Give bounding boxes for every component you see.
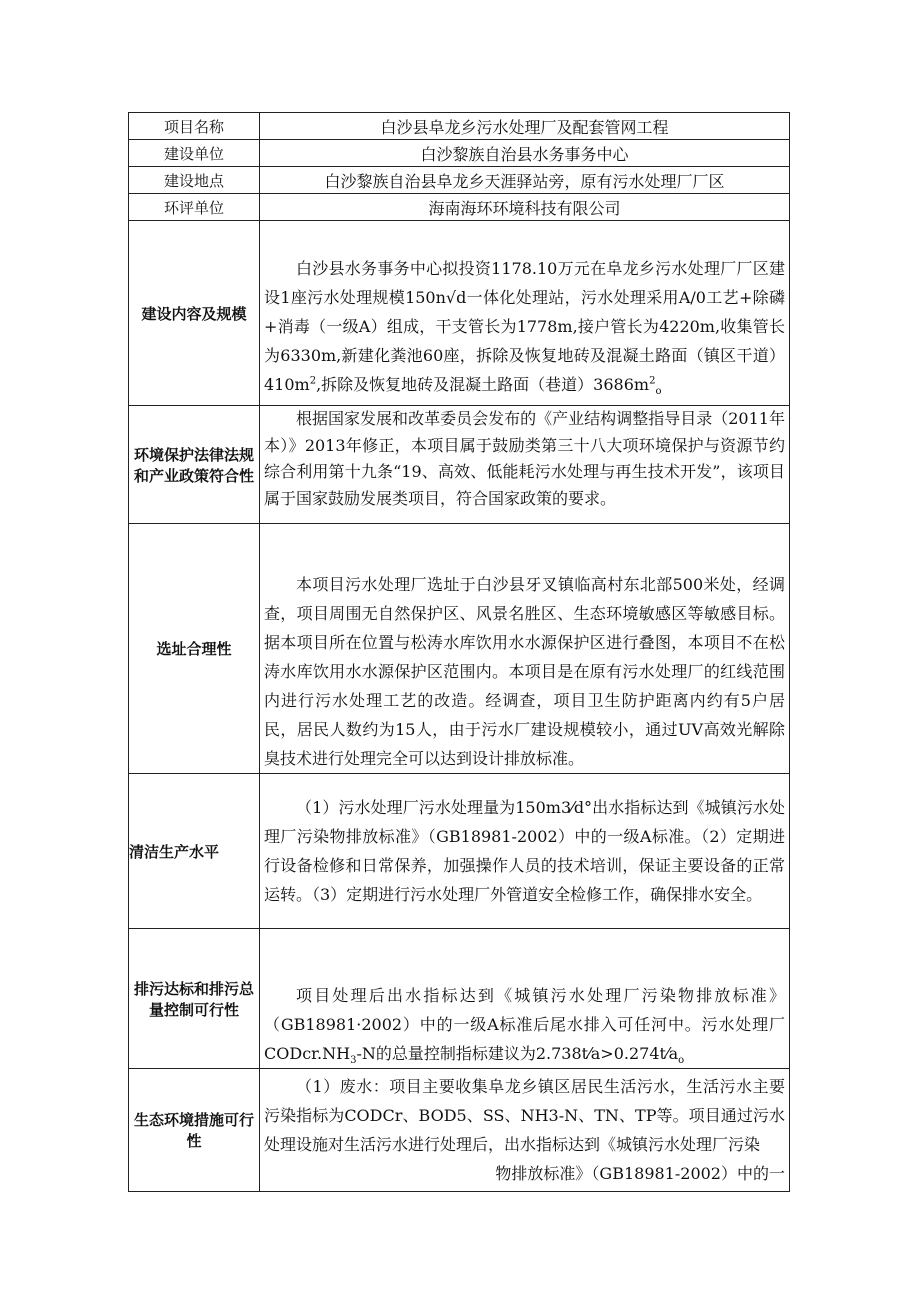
discharge-paragraph: 项目处理后出水指标达到《城镇污水处理厂污染物排放标准》（GB18981·2002）中的一级A标准后尾水排入可任河中。污水处理厂$CODcr.NH_3-N$的总量控制指标建议为$2.738t⁄a>0.274t⁄a_o$ bbox=[264, 986, 785, 1067]
label-project-name: 项目名称 bbox=[129, 113, 260, 140]
policy-paragraph: 根据国家发展和改革委员会发布的《产业结构调整指导目录（2011年本）》2013年修正，本项目属于鼓励类第三十八大项环境保护与资源节约综合利用第十九条“19、高效、低能耗污水处理与再生技术开发”，该项目属于国家鼓励发展类项目，符合国家政策的要求。 bbox=[264, 409, 785, 508]
row-site bbox=[129, 524, 790, 774]
row-clean bbox=[129, 774, 790, 929]
label-builder: 建设单位 bbox=[129, 140, 260, 167]
label-eia-unit: 环评单位 bbox=[129, 194, 260, 221]
row-eco bbox=[129, 1069, 790, 1192]
clean-paragraph: （1）污水处理厂污水处理量为150m3⁄d°出水指标达到《城镇污水处理厂污染物排放标准》（GB18981-2002）中的一级A标准。（2）定期进行设备检修和日常保养，加强操作人员的技术培训，保证主要设备的正常运转。（3）定期进行污水处理厂外管道安全检修工作，确保排水安全。 bbox=[264, 798, 785, 904]
eia-summary-table bbox=[128, 112, 790, 1192]
value-project-name: 白沙县阜龙乡污水处理厂及配套管网工程 bbox=[260, 113, 790, 140]
eco-paragraph-tail: 物排放标准》（GB18981-2002）中的一 bbox=[495, 1164, 785, 1183]
row-location bbox=[129, 167, 790, 194]
label-scope: 建设内容及规模 bbox=[129, 221, 260, 406]
value-eco bbox=[260, 1069, 790, 1192]
row-policy bbox=[129, 406, 790, 524]
label-location: 建设地点 bbox=[129, 167, 260, 194]
row-project-name bbox=[129, 113, 790, 140]
scope-paragraph: 白沙县水务事务中心拟投资1178.10万元在阜龙乡污水处理厂厂区建设1座污水处理规模150n√d一体化处理站，污水处理采用A/0工艺+除磷+消毒（一级A）组成，干支管长为1778m,接户管长为4220m,收集管长为6330m,新建化粪池60座，拆除及恢复地砖及混凝土路面（镇区干道）$410m^2$,拆除及恢复地砖及混凝土路面（巷道）$3686m^2_o$ bbox=[264, 258, 785, 397]
label-policy: 环境保护法律法规和产业政策符合性 bbox=[129, 406, 260, 524]
value-builder: 白沙黎族自治县水务事务中心 bbox=[260, 140, 790, 167]
row-scope bbox=[129, 221, 790, 406]
row-builder bbox=[129, 140, 790, 167]
eco-paragraph: （1）废水：项目主要收集阜龙乡镇区居民生活污水，生活污水主要污染指标为CODCr、BOD5、SS、NH3-N、TN、TP等。项目通过污水处理设施对生活污水进行处理后，出水指标达到《城镇污水处理厂污染 bbox=[264, 1077, 785, 1154]
label-site: 选址合理性 bbox=[129, 524, 260, 774]
value-clean bbox=[260, 774, 790, 929]
row-eia-unit bbox=[129, 194, 790, 221]
value-location: 白沙黎族自治县阜龙乡天涯驿站旁，原有污水处理厂厂区 bbox=[260, 167, 790, 194]
site-paragraph: 本项目污水处理厂选址于白沙县牙叉镇临高村东北部500米处，经调查，项目周围无自然保护区、风景名胜区、生态环境敏感区等敏感目标。据本项目所在位置与松涛水库饮用水水源保护区进行叠图，本项目不在松涛水库饮用水水源保护区范围内。本项目是在原有污水处理厂的红线范围内进行污水处理工艺的改造。经调查，项目卫生防护距离内约有5户居民，居民人数约为15人，由于污水厂建设规模较小，通过UV高效光解除臭技术进行处理完全可以达到设计排放标准。 bbox=[264, 575, 785, 768]
label-clean: 清洁生产水平 bbox=[129, 774, 260, 929]
value-eia-unit: 海南海环环境科技有限公司 bbox=[260, 194, 790, 221]
label-eco: 生态环境措施可行性 bbox=[129, 1069, 260, 1192]
value-site bbox=[260, 524, 790, 774]
row-discharge bbox=[129, 929, 790, 1069]
value-policy bbox=[260, 406, 790, 524]
value-scope bbox=[260, 221, 790, 406]
value-discharge bbox=[260, 929, 790, 1069]
label-discharge: 排污达标和排污总量控制可行性 bbox=[129, 929, 260, 1069]
